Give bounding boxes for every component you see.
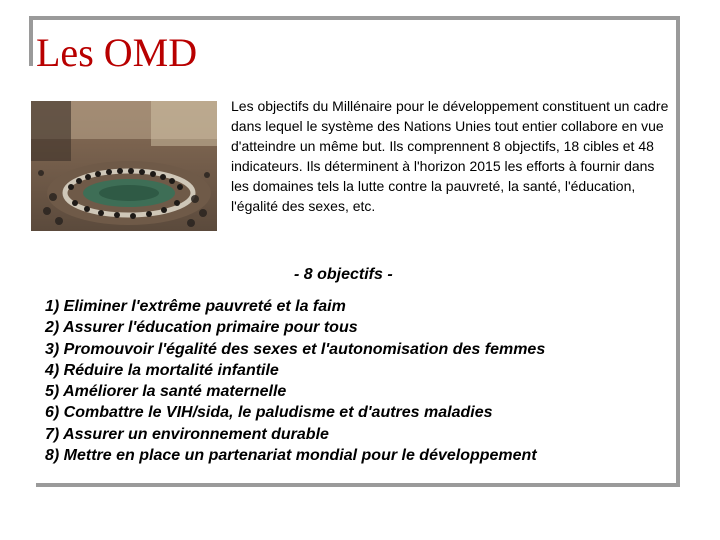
frame-right-rule bbox=[676, 16, 680, 486]
slide-title: Les OMD bbox=[36, 26, 201, 80]
objective-item: 3) Promouvoir l'égalité des sexes et l'autonomisation des femmes bbox=[45, 340, 546, 358]
objectives-list bbox=[45, 296, 545, 466]
photo-illustration bbox=[31, 101, 217, 231]
objective-item: 8) Mettre en place un partenariat mondial pour le développement bbox=[45, 447, 537, 465]
objectives-heading: - 8 objectifs - bbox=[294, 266, 393, 283]
frame-left-rule bbox=[29, 16, 33, 66]
frame-top-rule bbox=[29, 16, 679, 20]
objective-item: 1) Eliminer l'extrême pauvreté et la faim bbox=[45, 298, 346, 315]
objective-item: 2) Assurer l'éducation primaire pour tous bbox=[45, 319, 358, 337]
objective-item: 6) Combattre le VIH/sida, le paludisme et d'autres maladies bbox=[45, 404, 493, 422]
frame-bottom-rule bbox=[36, 483, 680, 487]
objective-item: 4) Réduire la mortalité infantile bbox=[45, 361, 279, 379]
objective-item: 7) Assurer un environnement durable bbox=[45, 425, 329, 443]
un-security-council-photo bbox=[31, 101, 217, 231]
objective-item: 5) Améliorer la santé maternelle bbox=[45, 383, 287, 401]
intro-paragraph: Les objectifs du Millénaire pour le développement constituent un cadre dans lequel le système des Nations Unies tout entier collabore en vue d'atteindre un même but. Ils comprennent 8 objectifs, 18 cibles et 48 indicateurs. Ils déterminent à l'horizon 2015 les efforts à fournir dans les domaines tels la lutte contre la pauvreté, la santé, l'éducation, l'égalité des sexes, etc. bbox=[231, 98, 669, 214]
